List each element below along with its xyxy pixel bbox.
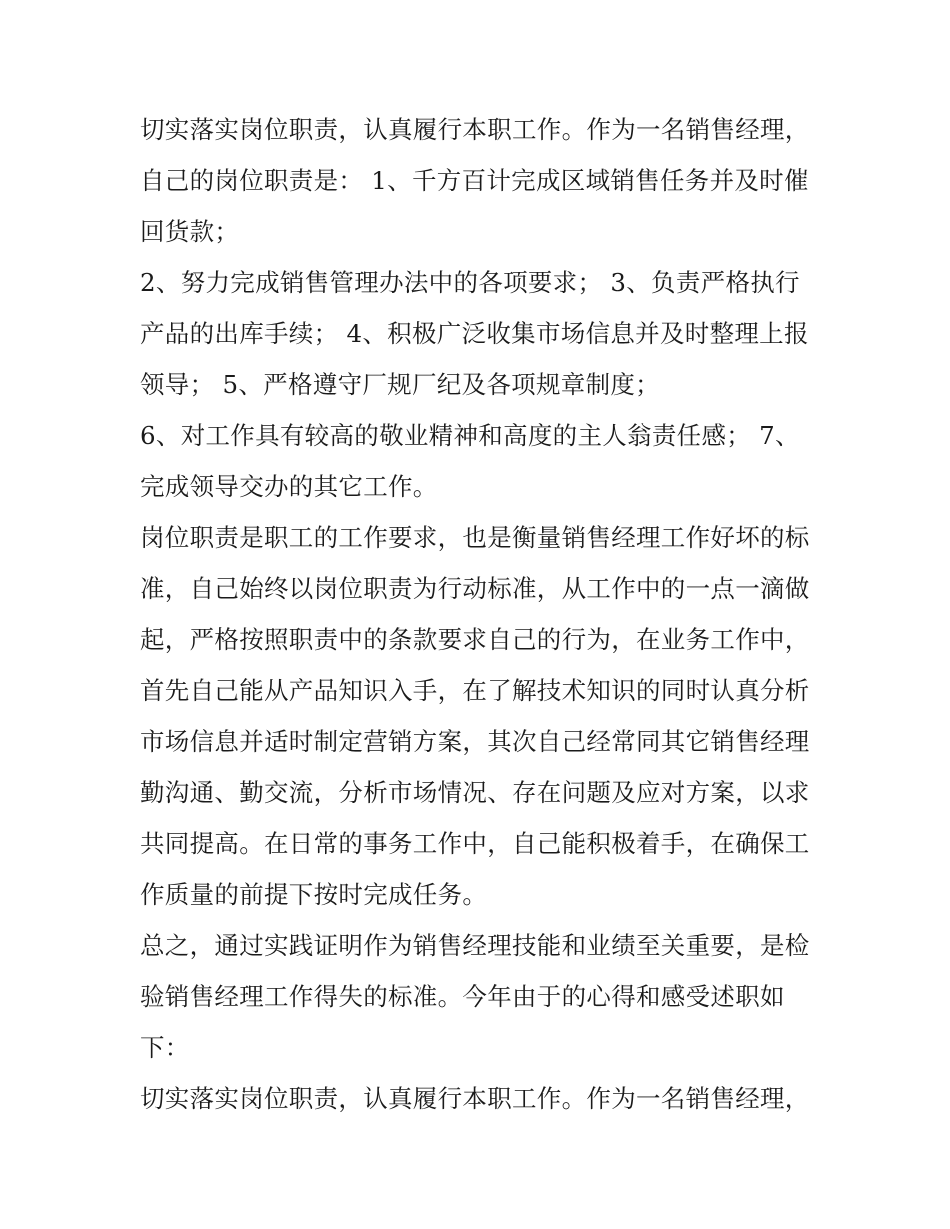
text-line: 切实落实岗位职责，认真履行本职工作。作为一名销售经理， (140, 115, 810, 144)
text-line: 共同提高。在日常的事务工作中，自己能积极着手，在确保工 (140, 829, 810, 858)
text-line: 首先自己能从产品知识入手，在了解技术知识的同时认真分析 (140, 676, 810, 705)
text-line: 市场信息并适时制定营销方案，其次自己经常同其它销售经理 (140, 727, 810, 756)
text-line: 总之，通过实践证明作为销售经理技能和业绩至关重要，是检 (140, 931, 810, 960)
text-line: 岗位职责是职工的工作要求，也是衡量销售经理工作好坏的标 (140, 523, 810, 552)
text-line: 自己的岗位职责是： 1、千方百计完成区域销售任务并及时催 (140, 166, 809, 195)
document-body (140, 104, 820, 1124)
text-line: 领导； 5、严格遵守厂规厂纪及各项规章制度； (140, 370, 660, 399)
text-line: 勤沟通、勤交流，分析市场情况、存在问题及应对方案，以求 (140, 778, 810, 807)
text-line: 2、努力完成销售管理办法中的各项要求； 3、负责严格执行 (140, 268, 800, 297)
text-line: 产品的出库手续； 4、积极广泛收集市场信息并及时整理上报 (140, 319, 809, 348)
text-line: 准，自己始终以岗位职责为行动标准，从工作中的一点一滴做 (140, 574, 810, 603)
text-line: 切实落实岗位职责，认真履行本职工作。作为一名销售经理， (140, 1084, 810, 1113)
text-line: 回货款； (140, 217, 240, 246)
text-line: 作质量的前提下按时完成任务。 (140, 880, 488, 909)
text-line: 完成领导交办的其它工作。 (140, 472, 438, 501)
text-line: 验销售经理工作得失的标准。今年由于的心得和感受述职如 (140, 982, 785, 1011)
text-line: 下： (140, 1033, 190, 1062)
text-line: 6、对工作具有较高的敬业精神和高度的主人翁责任感； 7、 (140, 421, 800, 450)
text-line: 起，严格按照职责中的条款要求自己的行为，在业务工作中， (140, 625, 810, 654)
